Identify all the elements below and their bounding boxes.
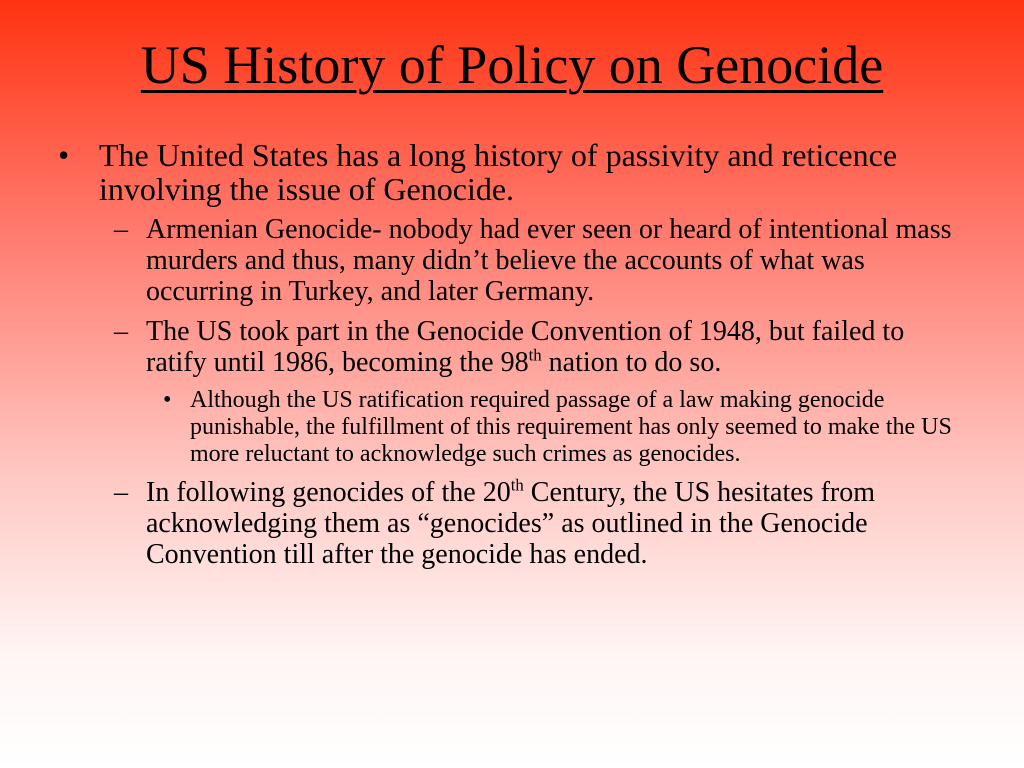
ordinal-superscript: th	[510, 475, 524, 495]
sub-bullet-armenian	[0, 214, 966, 307]
slide-title-text: US History of Policy on Genocide	[140, 35, 884, 95]
sub-bullet-armenian-text: Armenian Genocide- nobody had ever seen or heard of intentional mass murders and thus, many didn’t believe the accounts of what was occurring in Turkey, and later Germany.	[146, 214, 952, 307]
bullet-main-text: The United States has a long history of passivity and reticence involving the issue of Genocide.	[99, 137, 898, 207]
bullet-main	[0, 138, 959, 206]
slide-title	[0, 30, 1024, 100]
dash-marker: –	[114, 316, 128, 347]
sub-sub-bullet-ratification-text: Although the US ratification required passage of a law making genocide punishable, the fulfillment of this requirement has only seemed to make the US more reluctant to acknowledge such crimes as genocides.	[190, 387, 952, 467]
sub-bullet-convention	[0, 316, 966, 378]
slide-content	[0, 138, 1024, 579]
sub-sub-bullet-ratification	[0, 387, 980, 468]
sub-bullet-convention-text-end: nation to do so.	[541, 347, 722, 378]
bullet-marker: •	[58, 137, 70, 173]
sub-bullet-convention-text: The US took part in the Genocide Convention of 1948, but failed to ratify until 1986, becoming the 98	[146, 316, 905, 378]
bullet-marker: •	[163, 387, 172, 413]
sub-bullet-following	[0, 477, 966, 570]
dash-marker: –	[114, 477, 128, 508]
sub-bullet-following-text-end: Century, the US hesitates from acknowledging them as “genocides” as outlined in the Genocide Convention till after the genocide has ended.	[146, 477, 875, 570]
dash-marker: –	[114, 214, 128, 245]
sub-bullet-following-text: In following genocides of the 20	[146, 477, 511, 508]
ordinal-superscript: th	[528, 345, 542, 365]
